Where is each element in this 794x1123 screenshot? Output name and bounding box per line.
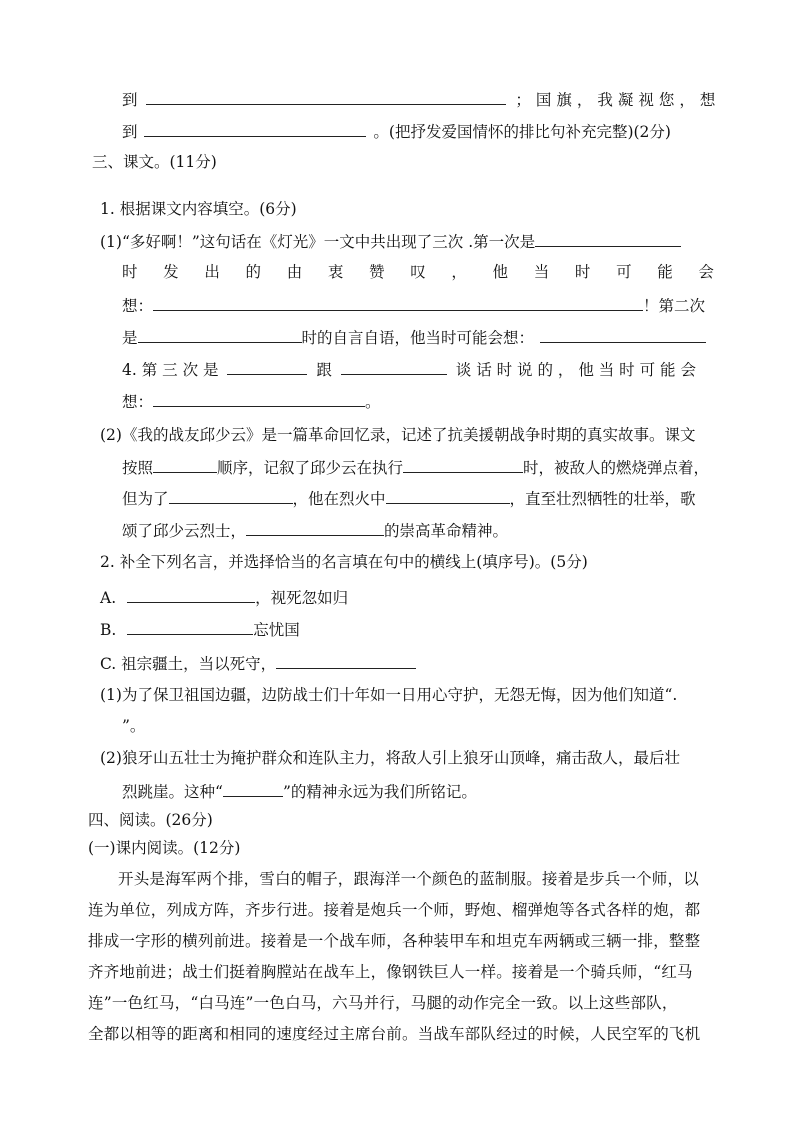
q1-p1-line2 [122, 262, 714, 282]
q2-sentence-2-end: ”的精神永远为我们所铭记。 [282, 783, 477, 801]
q1-p1-line5-end: 谈 话 时 说 的 ， 他 当 时 可 能 会 [455, 361, 696, 379]
spread-char: 可 [616, 263, 632, 281]
q2-sentence-2-line1: (2)狼牙山五壮士为掩护群众和连队主力，将敌人引上狼牙山顶峰，痛击敌人，最后壮 [100, 749, 680, 767]
q2-sentence-1-line1: (1)为了保卫祖国边疆，边防战士们十年如一日用心守护，无怨无悔，因为他们知道“. [100, 686, 678, 704]
q1-title: 1. 根据课文内容填空。(6分) [100, 200, 297, 218]
q1-p2-line4-end: 的崇高革命精神。 [384, 522, 509, 540]
q1-p1-line6 [122, 390, 381, 412]
poem-line-2-instruction: 。(把抒发爱国情怀的排比句补充完整)(2分) [373, 123, 671, 141]
q1-blank-spirit[interactable] [246, 519, 384, 536]
q1-p1-line5 [122, 358, 714, 380]
q2-option-a-label: A. [100, 589, 117, 607]
q2-option-b-text: 忘忧国 [253, 621, 300, 639]
q1-blank-think-1[interactable] [153, 294, 643, 311]
q1-p2-line4 [122, 519, 508, 541]
q1-p2-line1: (2)《我的战友邱少云》是一篇革命回忆录，记述了抗美援朝战争时期的真实故事。课文 [100, 426, 696, 444]
q1-blank-first[interactable] [535, 230, 681, 247]
q1-p2-line3 [122, 487, 696, 509]
q2-option-b-label: B. [100, 621, 117, 639]
q2-blank-spirit[interactable] [223, 780, 283, 797]
spread-char: 时 [574, 263, 591, 281]
reading-subheading: (一)课内阅读。(12分) [88, 839, 241, 857]
spread-char: ， [451, 263, 467, 281]
q2-option-c-text: C. 祖宗疆土，当以死守， [100, 655, 277, 673]
passage-line-3: 排成一字形的横列前进。接着是一个战车师，各种装甲车和坦克车两辆或三辆一排，整整 [88, 932, 701, 950]
q1-p1-line6-start: 想： [122, 393, 154, 411]
poem-line-1-start: 到 [122, 91, 138, 109]
q2-option-b [100, 618, 300, 640]
q1-p1-line3 [122, 294, 705, 316]
poem-line-2 [122, 120, 671, 142]
q2-title: 2. 补全下列名言，并选择恰当的名言填在句中的横线上(填序号)。(5分) [100, 553, 588, 571]
spread-char: 发 [163, 263, 179, 281]
q2-blank-c[interactable] [276, 652, 416, 669]
q1-p2-line4-start: 颂了邱少云烈士， [122, 522, 247, 540]
q1-p2-line3-end: ，直至壮烈牺牲的壮举，歌 [509, 490, 696, 508]
passage-line-6: 全都以相等的距离和相同的速度经过主席台前。当战车部队经过的时候，人民空军的飞机 [88, 1025, 701, 1043]
q1-p1-line3-start: 想： [122, 297, 154, 315]
q1-p1-line3-end: ！第二次 [643, 297, 706, 315]
spread-char: 当 [533, 263, 550, 281]
q1-p1-line1-text: (1)“多好啊！”这句话在《灯光》一文中共出现了三次 .第一次是 [100, 233, 536, 251]
spread-char: 叹 [410, 263, 426, 281]
q1-p1-line5-start: 4. 第 三 次 是 [122, 361, 219, 379]
q1-p2-line3-start: 但为了 [122, 490, 169, 508]
section-4-heading: 四、阅读。(26分) [88, 811, 213, 829]
poem-blank-1[interactable] [146, 88, 506, 105]
q1-p1-line6-end: 。 [365, 393, 381, 411]
spread-char: 时 [122, 263, 138, 281]
q1-p1-line4-mid: 时的自言自语，他当时可能会想： [301, 329, 535, 347]
spread-char: 能 [657, 263, 673, 281]
q1-blank-fire[interactable] [386, 487, 510, 504]
spread-char: 会 [698, 263, 714, 281]
q1-p1-line5-with: 跟 [316, 361, 332, 379]
q2-sentence-1-line2: ”。 [122, 717, 146, 735]
q1-p2-line2-start: 按照 [122, 459, 154, 477]
poem-line-1-end: ；国旗，我凝视您，想 [515, 91, 721, 109]
q1-p2-line2-end: 时，被敌人的燃烧弹点着， [523, 459, 710, 477]
q1-blank-third[interactable] [227, 358, 307, 375]
q2-option-a-text: ，视死忽如归 [255, 589, 349, 607]
q1-p2-line2 [122, 456, 709, 478]
spread-char: 出 [204, 263, 220, 281]
q1-blank-think-3[interactable] [153, 390, 365, 407]
poem-blank-2[interactable] [144, 120, 366, 137]
q1-blank-whom[interactable] [341, 358, 447, 375]
q1-p1-line4-start: 是 [122, 329, 138, 347]
spread-char: 衷 [327, 263, 344, 281]
passage-line-4: 齐齐地前进；战士们挺着胸膛站在战车上，像钢铁巨人一样。接着是一个骑兵师，“红马 [88, 963, 693, 981]
q1-p1-line4 [122, 326, 706, 348]
spread-char: 由 [286, 263, 303, 281]
q1-blank-second[interactable] [138, 326, 302, 343]
q1-p1-line1 [100, 230, 681, 252]
spread-char: 他 [492, 263, 509, 281]
passage-line-1: 开头是海军两个排，雪白的帽子，跟海洋一个颜色的蓝制服。接着是步兵一个师，以 [118, 870, 699, 888]
q2-sentence-2-line2 [122, 780, 477, 802]
q2-option-c [100, 652, 416, 674]
q1-p2-line3-mid: ，他在烈火中 [292, 490, 386, 508]
passage-line-2: 连为单位，列成方阵，齐步行进。接着是炮兵一个师，野炮、榴弹炮等各式各样的炮，都 [88, 901, 701, 919]
q1-blank-for[interactable] [169, 487, 293, 504]
q2-blank-a[interactable] [127, 586, 255, 603]
q2-option-a [100, 586, 348, 608]
spread-char: 赞 [369, 263, 385, 281]
q1-blank-order[interactable] [153, 456, 217, 473]
q2-sentence-2-start: 烈跳崖。这种“ [122, 783, 223, 801]
passage-line-5: 连”一色红马，“白马连”一色白马，六马并行，马腿的动作完全一致。以上这些部队， [88, 994, 678, 1012]
q1-blank-think-2[interactable] [540, 326, 706, 343]
poem-line-2-start: 到 [122, 123, 138, 141]
q1-p2-line2-mid: 顺序，记叙了邱少云在执行 [217, 459, 404, 477]
q1-blank-task[interactable] [403, 456, 523, 473]
poem-line-1 [122, 88, 720, 110]
section-3-heading: 三、课文。(11分) [92, 153, 217, 171]
q2-blank-b[interactable] [127, 618, 253, 635]
spread-char: 的 [245, 263, 262, 281]
